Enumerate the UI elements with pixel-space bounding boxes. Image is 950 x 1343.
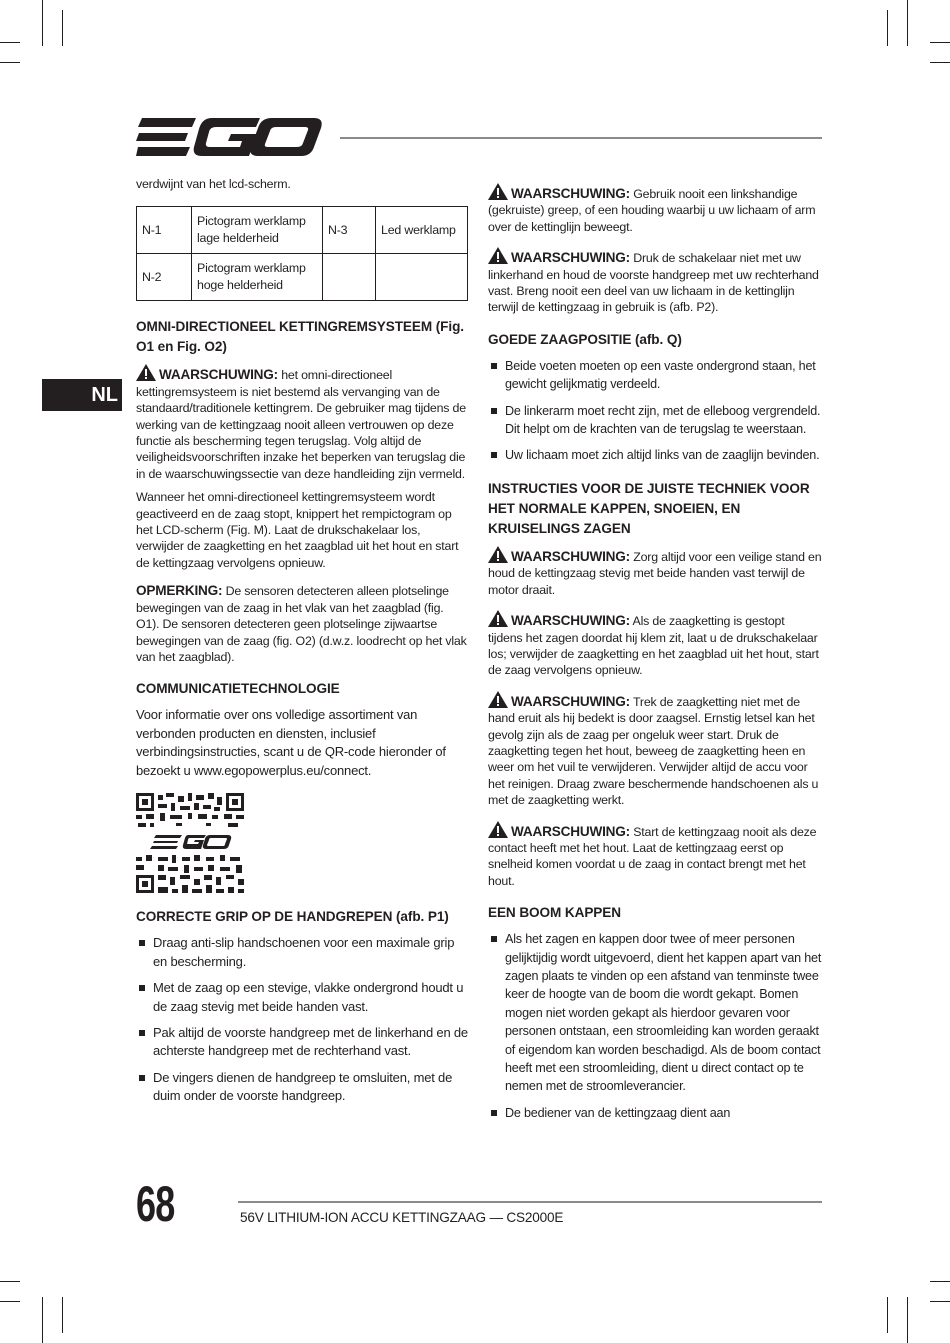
warning-paragraph (488, 610, 822, 679)
header-rule (340, 137, 822, 139)
crop-mark (62, 1297, 63, 1333)
bullet-icon (139, 940, 145, 946)
list-item (136, 1069, 468, 1106)
heading-communication: COMMUNICATIETECHNOLOGIE (136, 681, 340, 697)
warning-paragraph (488, 183, 822, 235)
crop-mark (907, 0, 908, 46)
warning-triangle-icon (488, 183, 508, 200)
warning-triangle-icon (488, 546, 508, 563)
warning-triangle-icon (488, 610, 508, 627)
list-item-text: De bediener van de kettingzaag dient aan (505, 1105, 731, 1120)
warning-label: WAARSCHUWING: (511, 186, 630, 201)
table-cell (376, 254, 468, 301)
list-item-text: Met de zaag op een stevige, vlakke ondergrond houdt u de zaag stevig met beide handen vast. (153, 980, 464, 1014)
bullet-icon (491, 936, 497, 942)
crop-mark (887, 1297, 888, 1333)
crop-mark (907, 1297, 908, 1343)
warning-text: het omni-directioneel kettingremsysteem is niet bestemd als vervanging van de standaard/traditionele kettingrem. De gebruiker mag tijdens de werking van de kettingzaag nooit alleen vertrouwen op deze functie als bescherming tegen terugslag. Volg altijd de veiligheidsvoorschriften inzake het beperken van terugslag die in de waarschuwingssectie van deze handleiding zijn vermeld. (136, 368, 466, 481)
list-item (136, 934, 468, 971)
bullet-icon (139, 1030, 145, 1036)
crop-mark (930, 42, 950, 43)
crop-mark (930, 1301, 950, 1302)
warning-label: WAARSCHUWING: (511, 823, 630, 839)
warning-text: Trek de zaagketting niet met de hand eruit als hij bedekt is door zaagsel. Ernstig letsel kan het gevolg zijn als de zaag per ongeluk weer start. Druk de zaagketting tegen het hout, beweeg de zaagketting heen en weer om het vuil te verwijderen. Verwijder altijd de accu voor het reinigen. Draag zware beschermende handschoenen als u met de zaagketting werkt. (488, 694, 819, 808)
table-row (137, 254, 468, 301)
bullet-icon (491, 408, 497, 414)
body-paragraph: Voor informatie over ons volledige assortiment van verbonden producten en diensten, inclusief verbindingsinstructies, scant u de QR-code hieronder of bezoekt u www.egopowerplus.eu/connect. (136, 707, 446, 778)
list-item (488, 402, 822, 439)
position-bullet-list (488, 357, 822, 465)
heading-tree-felling: EEN BOOM KAPPEN (488, 905, 621, 921)
footer-rule (238, 1201, 822, 1203)
crop-mark (930, 62, 950, 63)
crop-mark (0, 42, 20, 43)
table-row (137, 207, 468, 254)
crop-mark (62, 10, 63, 46)
warning-text: Start de kettingzaag nooit als deze contact heeft met het hout. Laat de kettingzaag eerst op snelheid komen voordat u de zaag in contact brengt met het hout. (488, 824, 817, 888)
page-number: 68 (136, 1176, 175, 1232)
list-item-text: De vingers dienen de handgreep te omsluiten, met de duim onder de voorste handgreep. (153, 1069, 453, 1104)
bullet-icon (491, 452, 497, 458)
list-item-text: Als het zagen en kappen door twee of meer personen gelijktijdig wordt uitgevoerd, dient het kappen apart van het zagen plaats te vinden op een afstand van tenminste twee keer de hoogte van de boom die wordt gekapt. Bomen mogen niet worden gekapt als hierdoor gevaren voor personen ontstaan, een stroomleiding kan worden geraakt of eigendom kan worden beschadigd. Als de boom contact heeft met een stroomleiding, dient u direct contact op te nemen met de stroomleverancier. (505, 932, 822, 1094)
warning-text: Als de zaagketting is gestopt tijdens het zagen doordat hij klem zit, laat u de drukschakelaar los; verwijder de zaagketting en het zaagblad uit het hout, start de zaag vervolgens opnieuw. (488, 614, 819, 678)
intro-text: verdwijnt van het lcd-scherm. (136, 177, 291, 191)
bullet-icon (491, 363, 497, 369)
warning-label: WAARSCHUWING: (511, 250, 630, 266)
warning-text: Gebruik nooit een linkshandige (gekruiste) greep, of een houding waarbij u uw lichaam of arm over de kettinglijn beweegt. (488, 187, 816, 234)
crop-mark (0, 62, 20, 63)
ego-logo (136, 116, 322, 158)
list-item (488, 357, 822, 394)
bullet-icon (139, 985, 145, 991)
list-item-text: Pak altijd de voorste handgreep met de linkerhand en de achterste handgreep met de rechterhand vast. (153, 1024, 468, 1059)
list-item (488, 446, 822, 464)
language-tab: NL (42, 379, 122, 411)
crop-mark (887, 10, 888, 46)
table-cell: N-3 (323, 207, 376, 254)
note-text: De sensoren detecteren alleen plotselinge bewegingen van de zaag in het vlak van het zaagblad (fig. O1). De sensoren detecteren geen plotselinge zijwaartse bewegingen van de zaag (fig. O2) (d.w.z. loodrecht op het vlak van het zaagblad). (136, 584, 467, 664)
crop-mark (0, 1281, 20, 1282)
warning-triangle-icon (488, 247, 508, 264)
warning-triangle-icon (136, 364, 156, 381)
bullet-icon (139, 1075, 145, 1081)
list-item (136, 1024, 468, 1061)
grip-bullet-list (136, 934, 468, 1105)
heading-omni-brake: OMNI-DIRECTIONEEL KETTINGREMSYSTEEM (Fig. O1 en Fig. O2) (136, 319, 464, 355)
crop-mark (930, 1281, 950, 1282)
warning-paragraph (136, 364, 468, 482)
warning-text: Zorg altijd voor een veilige stand en houd de kettingzaag stevig met beide handen vast terwijl de motor draait. (488, 549, 822, 597)
qr-code-icon (136, 793, 244, 893)
list-item-text: Beide voeten moeten op een vaste ondergrond staan, het gewicht gelijkmatig verdeeld. (505, 358, 816, 392)
footer-title: 56V LITHIUM-ION ACCU KETTINGZAAG — CS2000E (240, 1210, 564, 1225)
list-item-text: De linkerarm moet recht zijn, met de elleboog vergrendeld. Dit helpt om de krachten van de terugslag te weerstaan. (505, 403, 821, 437)
tree-bullet-list (488, 930, 822, 1122)
left-column (136, 176, 468, 1114)
list-item-text: Uw lichaam moet zich altijd links van de zaaglijn bevinden. (505, 448, 820, 463)
heading-sawing-position: GOEDE ZAAGPOSITIE (afb. Q) (488, 331, 682, 347)
heading-technique: INSTRUCTIES VOOR DE JUISTE TECHNIEK VOOR HET NORMALE KAPPEN, SNOEIEN, EN KRUISELINGS ZAGEN (488, 480, 810, 536)
table-cell: N-2 (137, 254, 192, 301)
warning-text: Druk de schakelaar niet met uw linkerhand en houd de voorste handgreep met uw rechterhand vast. Breng nooit een deel van uw lichaam in de kettinglijn terwijl de kettingzaag in gebruik is (afb. P2). (488, 251, 819, 315)
warning-label: WAARSCHUWING: (511, 548, 630, 564)
right-column (488, 183, 822, 1130)
table-cell (323, 254, 376, 301)
heading-correct-grip: CORRECTE GRIP OP DE HANDGREPEN (afb. P1) (136, 909, 449, 925)
table-cell: Led werklamp (376, 207, 468, 254)
note-paragraph (136, 583, 468, 665)
warning-paragraph (488, 821, 822, 890)
crop-mark (42, 0, 43, 46)
icon-legend-table (136, 206, 468, 301)
warning-paragraph (488, 247, 822, 316)
warning-paragraph (488, 691, 822, 809)
list-item (488, 930, 822, 1096)
table-cell: Pictogram werklamp lage helderheid (192, 207, 323, 254)
table-cell: Pictogram werklamp hoge helderheid (192, 254, 323, 301)
warning-label: WAARSCHUWING: (511, 693, 630, 709)
list-item-text: Draag anti-slip handschoenen voor een maximale grip en bescherming. (153, 935, 455, 969)
warning-label: WAARSCHUWING: (159, 367, 278, 383)
body-paragraph: Wanneer het omni-directioneel kettingremsysteem wordt geactiveerd en de zaag stopt, knippert het rempictogram op het LCD-scherm (Fig. M). Laat de drukschakelaar los, verwijder de zaagketting en het zaagblad uit het hout en start de kettingzaag vervolgens opnieuw. (136, 490, 459, 570)
crop-mark (42, 1297, 43, 1343)
note-label: OPMERKING: (136, 583, 223, 599)
warning-label: WAARSCHUWING: (511, 613, 630, 629)
list-item (488, 1104, 822, 1122)
crop-mark (0, 1301, 20, 1302)
list-item (136, 979, 468, 1016)
warning-triangle-icon (488, 691, 508, 708)
warning-triangle-icon (488, 821, 508, 838)
warning-paragraph (488, 546, 822, 598)
bullet-icon (491, 1110, 497, 1116)
table-cell: N-1 (137, 207, 192, 254)
